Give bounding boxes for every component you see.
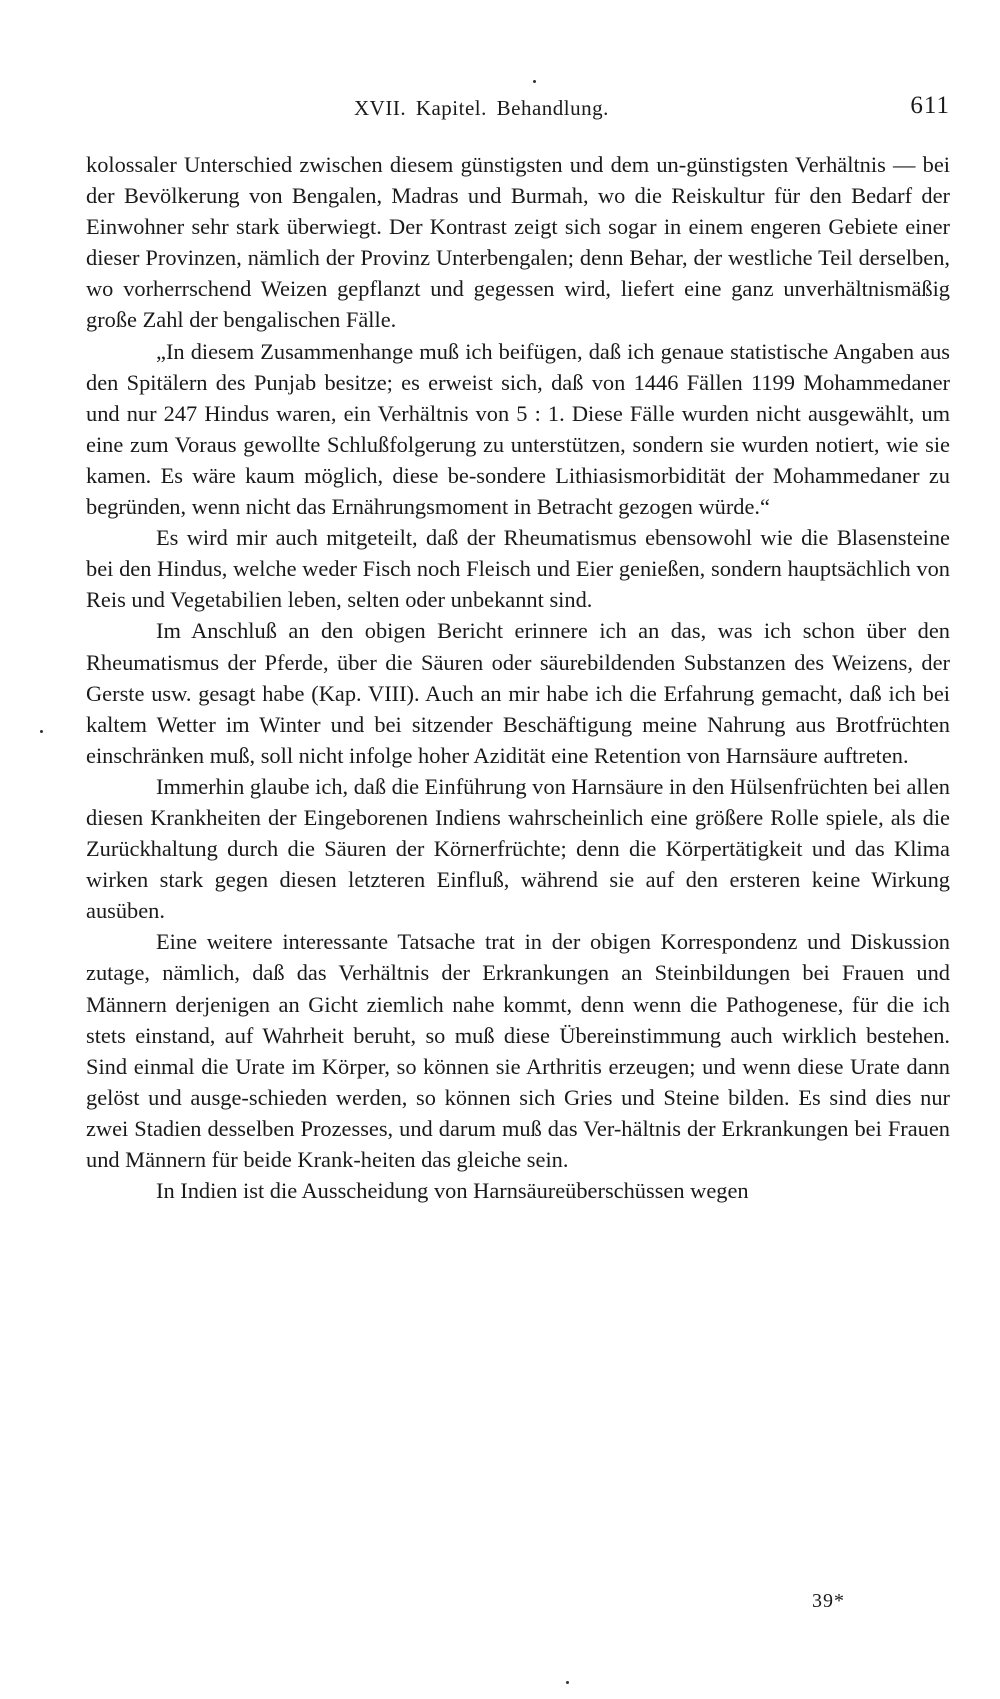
paragraph-7: In Indien ist die Ausscheidung von Harnsäureüberschüssen wegen — [156, 1178, 749, 1204]
paragraph-4: Im Anschluß an den obigen Bericht erinnere ich an das, was ich schon über den Rheumatismus der Pferde, über die Säuren oder säurebildenden Substanzen des Weizens, der Gerste usw. gesagt habe (Kap. VIII). Auch an mir habe ich die Erfahrung gemacht, daß ich bei kaltem Wetter im Winter und bei sitzender Beschäftigung meine Nahrung aus Brotfrüchten einschränken muß, soll nicht infolge hoher Azidität eine Retention von Harnsäure auftreten. — [86, 618, 950, 768]
paragraph-1: kolossaler Unterschied zwischen diesem günstigsten und dem un-günstigsten Verhältnis — bei der Bevölkerung von Bengalen, Madras und Burmah, wo die Reiskultur für den Bedarf der Einwohner sehr stark überwiegt. Der Kontrast zeigt sich sogar in einem engeren Gebiete einer dieser Provinzen, nämlich der Provinz Unterbengalen; denn Behar, der westliche Teil derselben, wo vorherrschend Weizen gepflanzt und gegessen wird, liefert eine ganz unverhältnismäßig große Zahl der bengalischen Fälle. — [86, 152, 950, 333]
running-head — [86, 92, 950, 128]
signature-mark: 39* — [812, 1590, 845, 1612]
paragraph-5: Immerhin glaube ich, daß die Einführung von Harnsäure in den Hülsenfrüchten bei allen diesen Krankheiten der Eingeborenen Indiens wahrscheinlich eine größere Rolle spiele, als die Zurückhaltung durch die Säuren der Körnerfrüchte; denn die Körpertätigkeit und das Klima wirken stark gegen diesen letzteren Einfluß, während sie auf den ersteren keine Wirkung ausüben. — [86, 773, 950, 924]
body-text — [86, 149, 950, 1206]
chapter-title: XVII. Kapitel. Behandlung. — [354, 96, 609, 120]
page-number: 611 — [910, 92, 950, 119]
print-speck — [566, 1681, 569, 1684]
paragraph-3: Es wird mir auch mitgeteilt, daß der Rheumatismus ebensowohl wie die Blasensteine bei den Hindus, welche weder Fisch noch Fleisch und Eier genießen, sondern hauptsächlich von Reis und Vegetabilien leben, selten oder unbekannt sind. — [86, 525, 950, 613]
print-speck — [533, 80, 536, 83]
paragraph-6: Eine weitere interessante Tatsache trat in der obigen Korrespondenz und Diskussion zutage, nämlich, daß das Verhältnis der Erkrankungen an Steinbildungen bei Frauen und Männern derjenigen an Gicht ziemlich nahe kommt, denn wenn die Pathogenese, für die ich stets einstand, auf Wahrheit beruht, so muß diese Übereinstimmung auch wirklich bestehen. Sind einmal die Urate im Körper, so können sie Arthritis erzeugen; und wenn diese Urate dann gelöst und ausge-schieden werden, so können sich Gries und Steine bilden. Es sind dies nur zwei Stadien desselben Prozesses, und darum muß das Ver-hältnis der Erkrankungen bei Frauen und Männern für beide Krank-heiten das gleiche sein. — [86, 929, 950, 1172]
paragraph-2: „In diesem Zusammenhange muß ich beifügen, daß ich genaue statistische Angaben aus den Spitälern des Punjab besitze; es erweist sich, daß von 1446 Fällen 1199 Mohammedaner und nur 247 Hindus waren, ein Verhältnis von 5 : 1. Diese Fälle wurden nicht ausgewählt, um eine zum Voraus gewollte Schlußfolgerung zu unterstützen, sondern sie wurden notiert, wie sie kamen. Es wäre kaum möglich, diese be-sondere Lithiasismorbidität der Mohammedaner zu begründen, wenn nicht das Ernährungsmoment in Betracht gezogen würde.“ — [86, 338, 950, 520]
print-speck — [40, 730, 43, 733]
